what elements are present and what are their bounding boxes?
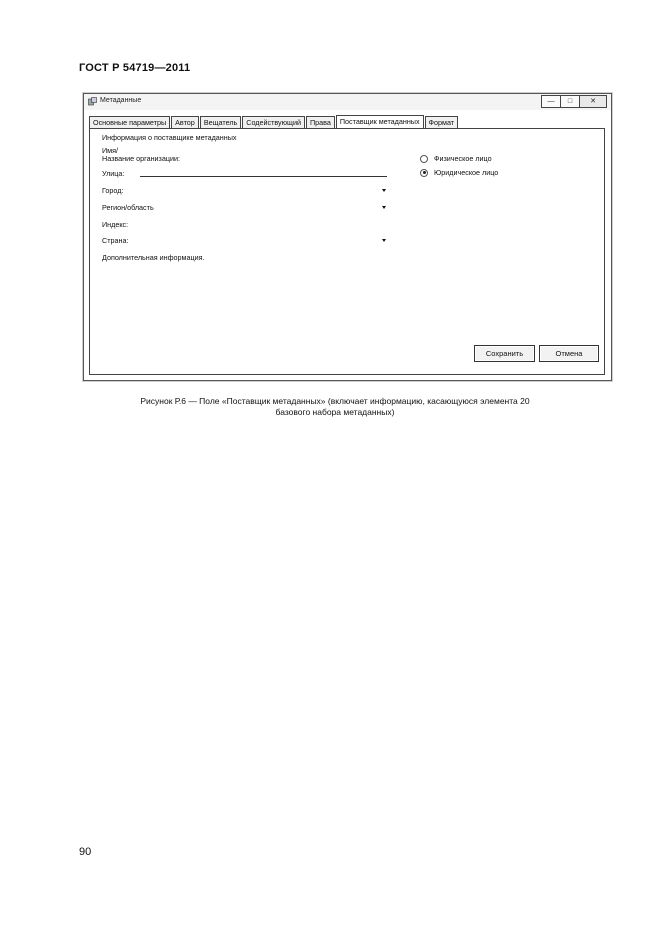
caption-line-1: Рисунок Р.6 — Поле «Поставщик метаданных» (включает информацию, касающуюся элемента 20 — [140, 396, 530, 406]
region-label: Регион/область — [102, 203, 154, 212]
additional-info-label: Дополнительная информация. — [102, 253, 205, 262]
window-title: Метаданные — [100, 97, 142, 104]
radio-legal-icon[interactable] — [420, 169, 428, 177]
page-header: ГОСТ Р 54719—2011 — [79, 62, 191, 74]
close-button[interactable]: ✕ — [579, 95, 607, 108]
metadata-window — [83, 93, 612, 381]
radio-individual-icon[interactable] — [420, 155, 428, 163]
title-bar — [84, 94, 611, 110]
app-icon — [88, 97, 97, 106]
radio-legal[interactable] — [420, 168, 498, 177]
tab-metadata-provider[interactable]: Поставщик метаданных — [336, 115, 424, 129]
page-number: 90 — [79, 846, 92, 858]
maximize-button[interactable]: □ — [560, 95, 580, 108]
window-controls — [542, 95, 607, 108]
group-title: Информация о поставщике метаданных — [102, 133, 237, 142]
tab-contributor[interactable]: Содействующий — [242, 116, 305, 128]
country-dropdown-icon[interactable] — [382, 239, 386, 242]
tab-strip — [89, 116, 459, 128]
metadata-provider-panel — [89, 128, 605, 375]
city-label: Город: — [102, 186, 124, 195]
name-label-line1: Имя/ — [102, 146, 118, 155]
figure-caption — [100, 396, 570, 418]
tab-broadcaster[interactable]: Вещатель — [200, 116, 241, 128]
caption-line-2: базового набора метаданных) — [275, 407, 395, 417]
save-button[interactable]: Сохранить — [474, 345, 535, 362]
radio-individual[interactable] — [420, 154, 492, 163]
street-label: Улица: — [102, 169, 125, 178]
tab-rights[interactable]: Права — [306, 116, 335, 128]
radio-legal-label: Юридическое лицо — [434, 168, 499, 177]
minimize-button[interactable]: — — [541, 95, 561, 108]
cancel-button[interactable]: Отмена — [539, 345, 599, 362]
country-label: Страна: — [102, 236, 129, 245]
index-label: Индекс: — [102, 220, 129, 229]
tab-author[interactable]: Автор — [171, 116, 199, 128]
street-input[interactable] — [140, 176, 387, 177]
city-dropdown-icon[interactable] — [382, 189, 386, 192]
radio-individual-label: Физическое лицо — [434, 154, 492, 163]
tab-basic-params[interactable]: Основные параметры — [89, 116, 170, 128]
tab-format[interactable]: Формат — [425, 116, 459, 128]
name-label-line2: Название организации: — [102, 154, 180, 163]
region-dropdown-icon[interactable] — [382, 206, 386, 209]
